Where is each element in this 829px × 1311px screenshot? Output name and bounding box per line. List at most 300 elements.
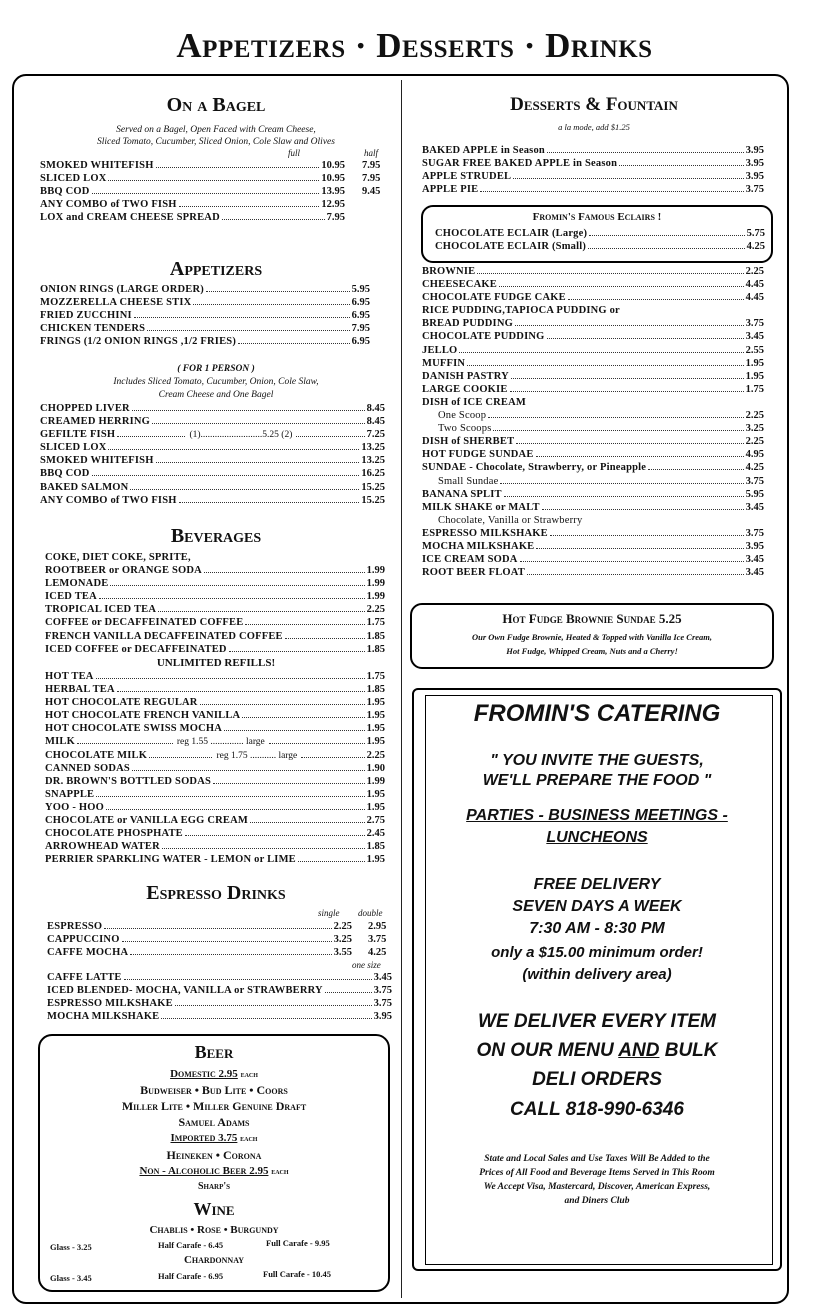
item-price: 2.75 [366, 815, 385, 827]
menu-item [422, 331, 764, 344]
leader-dots [542, 502, 744, 510]
item-name: MOZZERELLA CHEESE STIX [40, 297, 192, 309]
item-price: 2.25 [366, 604, 385, 616]
on-a-bagel-half-prices [362, 160, 392, 225]
catering-hours: 7:30 AM - 8:30 PM [529, 920, 665, 937]
item-price: 3.75 [745, 318, 764, 330]
catering-quote-1: " YOU INVITE THE GUESTS, [490, 752, 704, 769]
item-price: 3.75 [745, 184, 764, 196]
menu-item [422, 397, 764, 410]
item-price: 3.75 [373, 985, 392, 997]
menu-item [47, 921, 352, 934]
item-name: BBQ COD [40, 186, 90, 198]
leader-dots [130, 482, 359, 490]
on-a-bagel-note-1: Served on a Bagel, Open Faced with Cream Cheese, [116, 125, 316, 135]
leader-dots [536, 449, 744, 457]
item-name: BAKED APPLE in Season [422, 145, 545, 156]
beer-line-3: Samuel Adams [178, 1115, 250, 1129]
beer-domestic-each: each [240, 1070, 258, 1079]
leader-dots [108, 173, 319, 181]
item-price: 1.75 [366, 617, 385, 629]
menu-item [40, 310, 370, 323]
catering-deliver-1: WE DELIVER EVERY ITEM [478, 1011, 716, 1032]
leader-dots [296, 429, 364, 437]
on-a-bagel-note-2: Sliced Tomato, Cucumber, Sliced Onion, Cole Slaw and Olives [97, 137, 335, 147]
wine-glass-1: Glass - 3.25 [50, 1242, 92, 1252]
item-name: FRIED ZUCCHINI [40, 310, 132, 322]
menu-item [45, 750, 385, 763]
leader-dots [250, 815, 365, 823]
menu-item [422, 184, 764, 197]
menu-item [40, 173, 345, 186]
leader-dots [156, 455, 360, 463]
tax-note-1: State and Local Sales and Use Taxes Will Be Added to the [484, 1154, 710, 1164]
espresso-double-prices [368, 921, 398, 960]
item-name: ICED BLENDED- MOCHA, VANILLA or STRAWBERRY [47, 985, 323, 997]
item-name: CREAMED HERRING [40, 416, 151, 428]
item-name: SLICED LOX [40, 173, 107, 185]
leader-dots [619, 158, 743, 166]
menu-item [422, 345, 764, 358]
item-price: 3.95 [745, 540, 764, 552]
item-price: 3.95 [745, 171, 764, 183]
item-name: COFFEE or DECAFFEINATED COFFEE [45, 617, 244, 629]
leader-dots [99, 591, 365, 599]
wine-fullcarafe-2: Full Carafe - 10.45 [263, 1269, 331, 1279]
wine-fullcarafe-1: Full Carafe - 9.95 [266, 1238, 330, 1248]
item-name: BREAD PUDDING [422, 318, 513, 330]
wine-glass-2: Glass - 3.45 [50, 1273, 92, 1283]
menu-item [40, 455, 385, 468]
desserts-list-2 [422, 266, 764, 580]
leader-dots [117, 429, 185, 437]
col-half-header: half [364, 148, 379, 158]
beverages-list [45, 552, 385, 657]
menu-item [47, 1011, 392, 1024]
leader-dots [110, 578, 364, 586]
item-price: 3.75 [745, 527, 764, 539]
eclair-title: Fromin's Famous Eclairs ! [532, 211, 662, 223]
item-name: ICED COFFEE or DECAFFEINATED [45, 643, 227, 655]
item-price: 1.95 [745, 357, 764, 369]
item-price: 5.75 [746, 228, 765, 239]
item-price: 3.95 [373, 1011, 392, 1023]
menu-item [422, 266, 764, 279]
menu-item [45, 710, 385, 723]
menu-item [40, 416, 385, 429]
item-price: 1.95 [745, 370, 764, 382]
menu-item [40, 429, 385, 442]
price-cell [362, 199, 392, 212]
menu-item [40, 160, 345, 173]
leader-dots [222, 212, 325, 220]
item-name: ICE CREAM SODA [422, 554, 518, 566]
leader-dots [156, 160, 320, 168]
item-name: CAPPUCCINO [47, 934, 120, 946]
item-name: DISH of ICE CREAM [422, 396, 527, 408]
menu-item [422, 292, 764, 305]
menu-item [422, 449, 764, 462]
leader-dots [104, 921, 331, 929]
menu-item [422, 145, 764, 158]
item-name: SLICED LOX [40, 442, 107, 454]
item-name: GEFILTE FISH [40, 429, 116, 441]
menu-item [47, 998, 392, 1011]
item-name: BROWNIE [422, 266, 476, 277]
menu-item [47, 972, 392, 985]
sundae-desc-1: Our Own Fudge Brownie, Heated & Topped with Vanilla Ice Cream, [471, 632, 713, 642]
appetizers-title: Appetizers [169, 258, 263, 280]
item-name: LEMONADE [45, 578, 109, 590]
item-price: 1.95 [366, 854, 385, 866]
item-price: 6.95 [351, 336, 370, 348]
leader-dots [77, 736, 173, 744]
catering-deliver-3: DELI ORDERS [532, 1069, 662, 1090]
half-price: 7.95 [362, 160, 381, 171]
item-price: 10.95 [321, 173, 345, 185]
item-price: 3.45 [373, 972, 392, 983]
leader-dots [179, 199, 320, 207]
wine-title: Wine [193, 1199, 235, 1219]
beverages-title: Beverages [170, 525, 262, 547]
espresso-list-2 [47, 972, 392, 1024]
menu-item [40, 323, 370, 336]
item-name: ARROWHEAD WATER [45, 841, 160, 853]
item-price: 1.85 [366, 841, 385, 853]
menu-item [45, 631, 385, 644]
col-double-header: double [358, 908, 383, 918]
leader-dots [213, 776, 365, 784]
item-price: 3.45 [745, 501, 764, 513]
item-price: 3.25 [745, 423, 764, 435]
leader-dots [493, 423, 743, 431]
menu-item [422, 305, 764, 318]
item-price: 10.95 [321, 160, 345, 171]
item-name: RICE PUDDING,TAPIOCA PUDDING or [422, 305, 620, 317]
leader-dots [515, 318, 744, 326]
leader-dots [589, 228, 744, 236]
sundae-title: Hot Fudge Brownie Sundae 5.25 [502, 611, 682, 626]
menu-item [45, 841, 385, 854]
item-name: HOT CHOCOLATE REGULAR [45, 697, 198, 709]
col-onesize-header: one size [352, 960, 381, 970]
leader-dots [513, 171, 743, 179]
item-name: Small Sundae [438, 475, 499, 487]
item-name: DANISH PASTRY [422, 370, 509, 382]
item-name: ROOT BEER FLOAT [422, 567, 525, 579]
item-name: SMOKED WHITEFISH [40, 455, 154, 467]
item-name: MOCHA MILKSHAKE [422, 540, 535, 552]
item-mid: (1)..........................5.25 (2) [189, 430, 293, 441]
leader-dots [224, 723, 365, 731]
menu-item [45, 604, 385, 617]
menu-item [40, 284, 370, 297]
item-name: ESPRESSO [47, 921, 103, 932]
menu-item [40, 297, 370, 310]
leader-dots [550, 528, 744, 536]
item-name: HOT CHOCOLATE FRENCH VANILLA [45, 710, 241, 722]
menu-item [422, 528, 764, 541]
leader-dots [527, 567, 744, 575]
item-name: CAFFE LATTE [47, 972, 122, 983]
leader-dots [499, 279, 744, 287]
item-price: 4.25 [745, 462, 764, 474]
menu-item [422, 489, 764, 502]
item-name: ESPRESSO MILKSHAKE [422, 527, 548, 539]
catering-events-2: LUNCHEONS [546, 829, 648, 846]
item-price: 8.45 [366, 403, 385, 414]
item-price: 16.25 [361, 468, 385, 480]
catering-deliver-2b: AND [618, 1040, 660, 1061]
item-price: 2.25 [333, 921, 352, 932]
item-price: 3.55 [333, 947, 352, 959]
item-price: 2.25 [366, 749, 385, 761]
price-cell [368, 947, 398, 960]
leader-dots [477, 266, 743, 274]
menu-item [40, 468, 385, 481]
menu-item [45, 617, 385, 630]
price-cell [368, 934, 398, 947]
menu-item [47, 985, 392, 998]
plate-note-1: Includes Sliced Tomato, Cucumber, Onion, Cole Slaw, [113, 377, 319, 387]
leader-dots [547, 145, 744, 153]
catering-quote-2: WE'LL PREPARE THE FOOD " [482, 772, 712, 789]
item-price: 1.75 [745, 383, 764, 395]
menu-item [45, 776, 385, 789]
leader-dots [459, 345, 743, 353]
item-name: MUFFIN [422, 357, 466, 369]
tax-note-3: We Accept Visa, Mastercard, Discover, American Express, [483, 1182, 711, 1192]
menu-item [422, 436, 764, 449]
menu-item [45, 697, 385, 710]
leader-dots [152, 416, 365, 424]
item-name: TROPICAL ICED TEA [45, 604, 157, 616]
item-price: 7.95 [351, 323, 370, 335]
double-price: 2.95 [368, 921, 387, 932]
item-price: 1.99 [366, 578, 385, 590]
leader-dots [96, 671, 365, 679]
beer-domestic: Domestic 2.95 [170, 1068, 238, 1080]
menu-item [45, 565, 385, 578]
menu-item [435, 228, 765, 241]
menu-item [422, 279, 764, 292]
menu-item [422, 318, 764, 331]
item-name: ROOTBEER or ORANGE SODA [45, 565, 202, 577]
beer-line-2: Miller Lite • Miller Genuine Draft [121, 1099, 307, 1113]
menu-item [40, 495, 385, 508]
item-price: 5.95 [351, 284, 370, 295]
leader-dots [92, 468, 360, 476]
item-name: CHOCOLATE PUDDING [422, 331, 545, 343]
menu-item [45, 723, 385, 736]
item-name: HOT TEA [45, 671, 94, 682]
item-price: 3.45 [745, 331, 764, 343]
plate-note-2: Cream Cheese and One Bagel [158, 390, 274, 400]
catering-deliver-2a: ON OUR MENU [476, 1040, 619, 1061]
beer-line-5: Sharp's [197, 1181, 231, 1192]
catering-free-delivery: FREE DELIVERY [533, 876, 661, 893]
menu-item [45, 552, 385, 565]
beer-line-1: Budweiser • Bud Lite • Coors [140, 1083, 288, 1097]
item-name: YOO - HOO [45, 801, 104, 813]
leader-dots [520, 554, 744, 562]
item-name: FRENCH VANILLA DECAFFEINATED COFFEE [45, 630, 283, 642]
item-name: ICED TEA [45, 591, 97, 603]
espresso-title: Espresso Drinks [146, 882, 286, 904]
leader-dots [488, 410, 743, 418]
item-name: DISH of SHERBET [422, 436, 515, 448]
item-price: 4.45 [745, 279, 764, 291]
leader-dots [106, 802, 365, 810]
leader-dots [648, 462, 743, 470]
wine-line-2: Chardonnay [183, 1254, 245, 1266]
item-name: SMOKED WHITEFISH [40, 160, 154, 171]
item-name: CAFFE MOCHA [47, 947, 129, 959]
item-price: 3.25 [333, 934, 352, 946]
item-price: 15.25 [361, 481, 385, 493]
item-name: CHOCOLATE FUDGE CAKE [422, 292, 566, 304]
item-name: CHOPPED LIVER [40, 403, 130, 414]
item-price: 2.55 [745, 344, 764, 356]
price-cell [368, 921, 398, 934]
menu-item [422, 410, 764, 423]
leader-dots [149, 750, 212, 758]
half-price: 9.45 [362, 186, 381, 198]
leader-dots [245, 617, 364, 625]
menu-item [45, 828, 385, 841]
desserts-list [422, 145, 764, 197]
beer-imported: Imported 3.75 [170, 1132, 238, 1144]
leader-dots [504, 489, 744, 497]
leader-dots [175, 998, 372, 1006]
menu-item [422, 423, 764, 436]
item-price: 7.95 [326, 212, 345, 224]
leader-dots [134, 310, 350, 318]
page-title: Appetizers · Desserts · Drinks [176, 26, 653, 65]
item-name: SNAPPLE [45, 788, 95, 800]
leader-dots [547, 331, 744, 339]
item-price: 1.99 [366, 775, 385, 787]
menu-item [45, 684, 385, 697]
beverages-list-2 [45, 671, 385, 867]
menu-item [422, 567, 764, 580]
leader-dots [229, 644, 365, 652]
leader-dots [179, 495, 360, 503]
wine-halfcarafe-1: Half Carafe - 6.45 [158, 1240, 224, 1250]
item-name: CHOCOLATE ECLAIR (Small) [435, 241, 587, 253]
menu-item [422, 371, 764, 384]
menu-item [422, 384, 764, 397]
item-price: 13.25 [361, 455, 385, 467]
menu-item [45, 671, 385, 684]
beer-imported-each: each [240, 1134, 258, 1143]
leader-dots [117, 684, 365, 692]
column-divider [401, 80, 402, 1298]
item-price: 1.95 [366, 736, 385, 748]
item-name: SUGAR FREE BAKED APPLE in Season [422, 158, 618, 170]
menu-item [422, 554, 764, 567]
leader-dots [298, 854, 365, 862]
leader-dots [285, 631, 365, 639]
menu-item [40, 212, 345, 225]
item-name: CHOCOLATE PHOSPHATE [45, 828, 183, 840]
leader-dots [510, 384, 744, 392]
item-name: CHOCOLATE MILK [45, 749, 148, 761]
catering-title: FROMIN'S CATERING [473, 700, 721, 727]
leader-dots [193, 297, 349, 305]
item-price: 2.25 [745, 266, 764, 277]
catering-phone: CALL 818-990-6346 [510, 1099, 684, 1120]
item-name: MILK SHAKE or MALT [422, 501, 540, 513]
item-name: APPLE STRUDEL [422, 171, 512, 183]
menu-item [40, 336, 370, 349]
item-price: 12.95 [321, 199, 345, 211]
menu-item [40, 403, 385, 416]
price-cell [362, 212, 392, 225]
menu-item [45, 578, 385, 591]
menu-item [47, 934, 352, 947]
item-name: CHOCOLATE or VANILLA EGG CREAM [45, 815, 249, 827]
item-price: 1.85 [366, 630, 385, 642]
item-name: DR. BROWN'S BOTTLED SODAS [45, 775, 212, 787]
item-name: One Scoop [438, 410, 487, 422]
menu-item [45, 763, 385, 776]
item-name: JELLO [422, 344, 458, 356]
item-price: 3.75 [373, 998, 392, 1010]
leader-dots [161, 1011, 371, 1019]
beer-nonalc: Non - Alcoholic Beer 2.95 [139, 1165, 269, 1177]
item-price: 15.25 [361, 494, 385, 506]
plate-list [40, 403, 385, 508]
leader-dots [500, 476, 743, 484]
item-price: 3.45 [745, 567, 764, 579]
price-cell [362, 160, 392, 173]
price-cell [362, 173, 392, 186]
menu-item [422, 541, 764, 554]
col-single-header: single [318, 908, 340, 918]
menu-item [422, 476, 764, 489]
leader-dots [206, 284, 350, 292]
wine-line-1: Chablis • Rose • Burgundy [149, 1224, 279, 1236]
item-price: 1.75 [366, 671, 385, 682]
leader-dots [588, 241, 745, 249]
plate-title: ( FOR 1 PERSON ) [177, 364, 255, 374]
wine-halfcarafe-2: Half Carafe - 6.95 [158, 1271, 224, 1281]
leader-dots [185, 828, 365, 836]
desserts-note: a la mode, add $1.25 [558, 122, 630, 132]
catering-area: (within delivery area) [522, 966, 672, 983]
item-name: CHICKEN TENDERS [40, 323, 146, 335]
item-name: HOT CHOCOLATE SWISS MOCHA [45, 723, 223, 735]
item-name: SUNDAE - Chocolate, Strawberry, or Pineapple [422, 462, 647, 474]
item-name: HERBAL TEA [45, 684, 115, 696]
item-price: 1.99 [366, 565, 385, 577]
item-name: ONION RINGS (LARGE ORDER) [40, 284, 204, 295]
item-name: HOT FUDGE SUNDAE [422, 449, 534, 461]
item-name: CANNED SODAS [45, 762, 130, 774]
half-price: 7.95 [362, 173, 381, 185]
item-price: 1.90 [366, 762, 385, 774]
item-price: 3.95 [745, 145, 764, 156]
leader-dots [124, 972, 372, 980]
menu-item [45, 854, 385, 867]
item-name: ANY COMBO of TWO FISH [40, 199, 177, 211]
tax-note-2: Prices of All Food and Beverage Items Served in This Room [479, 1168, 715, 1178]
item-name: MILK [45, 736, 75, 748]
item-name: COKE, DIET COKE, SPRITE, [45, 552, 191, 563]
item-price: 1.85 [366, 684, 385, 696]
leader-dots [467, 358, 743, 366]
